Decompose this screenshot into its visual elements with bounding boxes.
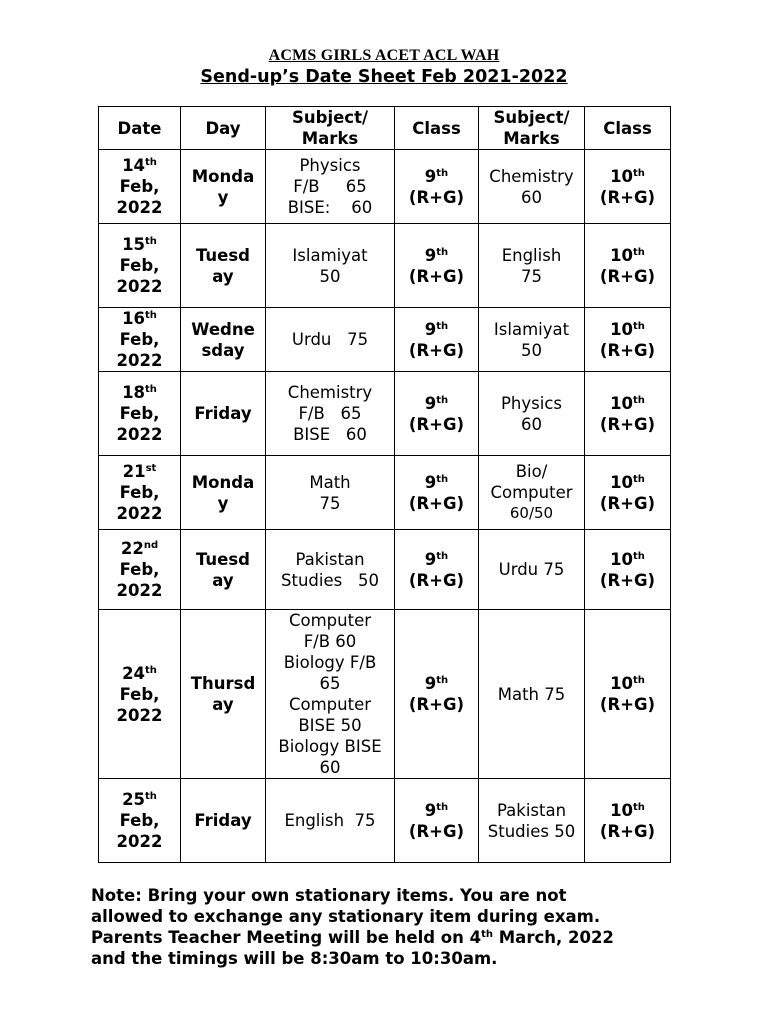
subject-line: 60 <box>319 758 341 777</box>
note-line: allowed to exchange any stationary item during exam. <box>91 907 601 926</box>
date-day-number: 24 <box>122 663 146 683</box>
date-day-number: 21 <box>122 462 146 481</box>
day-name-line: Friday <box>194 404 252 423</box>
date-year: 2022 <box>116 504 163 523</box>
subject-cell-10th <box>479 456 585 530</box>
date-sheet-table <box>98 106 671 863</box>
date-cell <box>99 308 181 372</box>
day-name-line: y <box>217 493 229 513</box>
table-header-row <box>99 107 671 150</box>
date-day-number: 15 <box>122 235 146 254</box>
date-year: 2022 <box>116 705 163 725</box>
header-marks-label: Marks <box>503 129 560 148</box>
date-year: 2022 <box>116 277 163 296</box>
class-cell-9th <box>395 308 479 372</box>
class-cell-10th <box>585 308 671 372</box>
note-line: Note: Bring your own stationary items. You are not <box>91 886 567 905</box>
subject-line: English 75 <box>284 811 376 830</box>
date-month: Feb, <box>119 256 160 275</box>
date-day-line <box>102 663 177 684</box>
day-cell <box>181 530 266 610</box>
date-month: Feb, <box>119 330 160 349</box>
class-grade-line <box>588 472 667 493</box>
class-ordinal-suffix: th <box>633 320 645 332</box>
subject-line: Math <box>309 472 351 492</box>
date-ordinal-suffix: th <box>145 384 157 395</box>
class-cell-9th <box>395 610 479 779</box>
class-grade-line <box>588 319 667 340</box>
subject-line: Computer <box>288 695 372 714</box>
subject-line: Physics <box>299 156 361 175</box>
subject-line: 75 <box>521 266 542 286</box>
class-ordinal-suffix: th <box>633 167 645 179</box>
date-month: Feb, <box>119 177 160 196</box>
subject-line: Physics <box>500 393 563 413</box>
date-month: Feb, <box>119 684 160 704</box>
subject-line: 75 <box>319 493 341 513</box>
class-ordinal-suffix: th <box>436 246 449 258</box>
class-grade-line <box>588 673 667 694</box>
class-grade-number: 10 <box>610 393 634 413</box>
class-cell-9th <box>395 372 479 456</box>
day-name-line: Wedne <box>191 319 255 339</box>
subject-line: Computer <box>490 483 573 502</box>
header-subject-label: Subject/ <box>292 108 368 127</box>
date-year: 2022 <box>116 832 163 851</box>
subject-cell-10th <box>479 610 585 779</box>
subject-cell-9th <box>266 610 395 779</box>
class-cell-10th <box>585 779 671 863</box>
class-group: (R+G) <box>599 266 656 286</box>
note-line <box>91 927 691 948</box>
header-date: Date <box>99 107 181 150</box>
date-ordinal-suffix: st <box>145 463 157 474</box>
date-cell <box>99 456 181 530</box>
subject-cell-10th <box>479 779 585 863</box>
class-group: (R+G) <box>408 493 465 513</box>
header-subject-label: Subject/ <box>493 108 570 127</box>
class-group: (R+G) <box>408 695 465 714</box>
date-cell <box>99 150 181 224</box>
class-group: (R+G) <box>408 340 465 360</box>
class-ordinal-suffix: th <box>633 394 645 406</box>
subject-line: Studies 50 <box>281 570 379 590</box>
day-name-line: ay <box>212 266 234 286</box>
class-grade-line <box>398 673 475 694</box>
day-cell <box>181 224 266 308</box>
class-grade-line <box>398 800 475 821</box>
table-row <box>99 610 671 779</box>
date-ordinal-suffix: th <box>145 664 157 676</box>
date-cell <box>99 610 181 779</box>
class-cell-9th <box>395 224 479 308</box>
class-grade-number: 10 <box>610 319 634 339</box>
day-cell <box>181 150 266 224</box>
table-body <box>99 150 671 863</box>
class-cell-10th <box>585 610 671 779</box>
class-grade-line <box>398 549 475 570</box>
class-grade-number: 9 <box>424 166 437 186</box>
class-group: (R+G) <box>599 821 656 841</box>
class-grade-number: 10 <box>610 674 634 693</box>
class-cell-10th <box>585 530 671 610</box>
class-group: (R+G) <box>599 340 656 360</box>
header-class-9: Class <box>395 107 479 150</box>
subject-line: 60 <box>521 414 542 434</box>
class-ordinal-suffix: th <box>436 473 449 485</box>
subject-line: Studies 50 <box>487 821 576 841</box>
date-cell <box>99 530 181 610</box>
subject-cell-9th <box>266 372 395 456</box>
date-month: Feb, <box>119 811 160 830</box>
date-day-line <box>102 382 177 403</box>
class-grade-number: 9 <box>424 549 437 569</box>
class-grade-line <box>398 472 475 493</box>
class-cell-9th <box>395 530 479 610</box>
date-month: Feb, <box>119 560 160 579</box>
subject-cell-10th <box>479 150 585 224</box>
table-row <box>99 150 671 224</box>
subject-cell-9th <box>266 456 395 530</box>
subject-cell-10th <box>479 530 585 610</box>
day-name-line: y <box>217 187 229 207</box>
date-day-number: 18 <box>122 383 146 402</box>
class-ordinal-suffix: th <box>633 473 645 485</box>
header-subject-marks-10 <box>479 107 585 150</box>
subject-line: 50 <box>521 340 542 360</box>
header-marks-label: Marks <box>301 129 359 148</box>
class-group: (R+G) <box>599 187 656 207</box>
class-grade-number: 10 <box>610 549 634 569</box>
subject-line: F/B 60 <box>303 632 357 651</box>
day-cell <box>181 308 266 372</box>
subject-line: F/B 65 <box>298 404 362 423</box>
date-ordinal-suffix: nd <box>143 540 159 551</box>
subject-line: Biology F/B <box>283 653 377 672</box>
class-group: (R+G) <box>599 570 656 590</box>
class-grade-line <box>588 393 667 414</box>
subject-cell-10th <box>479 224 585 308</box>
class-group: (R+G) <box>599 414 656 434</box>
date-day-line <box>102 308 177 329</box>
subject-line: F/B 65 <box>293 177 367 196</box>
table-row <box>99 224 671 308</box>
class-grade-line <box>398 166 475 187</box>
class-grade-line <box>588 549 667 570</box>
day-name-line: Tuesd <box>195 549 250 569</box>
subject-line: Chemistry <box>489 166 574 186</box>
subject-line: 60/50 <box>509 504 554 522</box>
class-ordinal-suffix: th <box>436 320 449 332</box>
table-row <box>99 308 671 372</box>
class-grade-number: 10 <box>610 245 634 265</box>
day-cell <box>181 372 266 456</box>
day-name-line: ay <box>212 570 234 590</box>
class-group: (R+G) <box>408 414 465 434</box>
class-ordinal-suffix: th <box>436 550 449 562</box>
day-name-line: Tuesd <box>195 245 250 265</box>
day-name-line: Monda <box>191 472 255 492</box>
subject-line: Islamiyat <box>493 319 570 339</box>
day-cell <box>181 610 266 779</box>
date-day-number: 25 <box>122 790 146 809</box>
date-ordinal-suffix: th <box>145 157 157 168</box>
subject-line: English <box>501 245 562 265</box>
class-ordinal-suffix: th <box>436 167 449 179</box>
class-grade-line <box>588 166 667 187</box>
day-name-line: ay <box>212 695 234 714</box>
class-ordinal-suffix: th <box>633 550 645 562</box>
header-subject-marks-9 <box>266 107 395 150</box>
subject-line: 65 <box>319 674 341 693</box>
class-ordinal-suffix: th <box>436 801 449 813</box>
date-year: 2022 <box>116 425 163 444</box>
subject-line: BISE 50 <box>298 716 362 735</box>
note-ordinal-suffix: th <box>481 929 494 940</box>
page-title: Send-up’s Date Sheet Feb 2021-2022 <box>200 67 568 87</box>
class-ordinal-suffix: th <box>633 246 645 258</box>
day-name-line: Thursd <box>190 674 256 693</box>
table-row <box>99 372 671 456</box>
class-grade-number: 9 <box>424 800 437 820</box>
class-cell-10th <box>585 150 671 224</box>
class-group: (R+G) <box>599 493 656 513</box>
subject-line: 60 <box>521 187 542 207</box>
date-day-line <box>102 789 177 810</box>
day-name-line: sday <box>201 340 245 360</box>
subject-line: Urdu 75 <box>498 560 565 579</box>
date-ordinal-suffix: th <box>145 236 157 247</box>
subject-cell-9th <box>266 150 395 224</box>
date-month: Feb, <box>119 483 160 502</box>
class-ordinal-suffix: th <box>436 394 449 406</box>
class-cell-10th <box>585 456 671 530</box>
date-ordinal-suffix: th <box>145 310 157 321</box>
date-day-line <box>102 461 177 482</box>
class-cell-9th <box>395 779 479 863</box>
date-year: 2022 <box>116 198 163 217</box>
class-cell-10th <box>585 224 671 308</box>
class-grade-line <box>588 800 667 821</box>
table-row <box>99 530 671 610</box>
day-name-line: Monda <box>191 166 255 186</box>
header-day: Day <box>181 107 266 150</box>
subject-cell-10th <box>479 308 585 372</box>
subject-line: Math 75 <box>497 684 566 704</box>
date-day-line <box>102 538 177 559</box>
date-day-number: 22 <box>120 539 144 558</box>
note-line-text: March, 2022 <box>493 928 614 947</box>
class-grade-number: 10 <box>610 472 634 492</box>
class-grade-number: 9 <box>424 245 437 265</box>
subject-line: BISE 60 <box>293 425 367 444</box>
class-cell-9th <box>395 456 479 530</box>
class-cell-9th <box>395 150 479 224</box>
class-grade-number: 9 <box>424 674 437 693</box>
note-line: and the timings will be 8:30am to 10:30am. <box>91 949 498 968</box>
date-cell <box>99 224 181 308</box>
school-name: ACMS GIRLS ACET ACL WAH <box>268 47 500 64</box>
date-ordinal-suffix: th <box>145 791 157 802</box>
subject-cell-9th <box>266 779 395 863</box>
subject-line: Bio/ <box>515 462 548 481</box>
class-group: (R+G) <box>408 187 465 207</box>
class-cell-10th <box>585 372 671 456</box>
class-grade-number: 9 <box>424 319 437 339</box>
class-grade-line <box>398 245 475 266</box>
subject-line: Urdu 75 <box>291 330 369 349</box>
date-cell <box>99 779 181 863</box>
subject-line: Biology BISE <box>278 737 382 756</box>
subject-cell-9th <box>266 308 395 372</box>
class-grade-number: 9 <box>424 393 437 413</box>
date-year: 2022 <box>116 581 163 600</box>
day-cell <box>181 456 266 530</box>
date-day-line <box>102 234 177 255</box>
date-day-line <box>102 155 177 176</box>
subject-line: Islamiyat <box>292 245 368 265</box>
date-day-number: 14 <box>122 156 146 175</box>
subject-line: 50 <box>319 266 341 286</box>
class-grade-line <box>398 393 475 414</box>
note-text <box>91 885 691 969</box>
subject-line: BISE: 60 <box>287 198 373 217</box>
class-ordinal-suffix: th <box>633 675 645 686</box>
subject-cell-9th <box>266 530 395 610</box>
day-cell <box>181 779 266 863</box>
date-month: Feb, <box>119 404 160 423</box>
subject-line: Chemistry <box>287 383 373 402</box>
class-ordinal-suffix: th <box>436 675 449 686</box>
header-class-10: Class <box>585 107 671 150</box>
subject-line: Pakistan <box>496 800 567 820</box>
class-grade-line <box>398 319 475 340</box>
class-grade-number: 9 <box>424 472 437 492</box>
class-group: (R+G) <box>599 695 656 714</box>
class-grade-line <box>588 245 667 266</box>
date-day-number: 16 <box>122 309 146 328</box>
class-grade-number: 10 <box>610 166 634 186</box>
class-ordinal-suffix: th <box>633 801 645 813</box>
date-cell <box>99 372 181 456</box>
class-group: (R+G) <box>408 821 465 841</box>
class-group: (R+G) <box>408 266 465 286</box>
note-line-text: Parents Teacher Meeting will be held on 4 <box>91 928 482 947</box>
subject-cell-9th <box>266 224 395 308</box>
date-year: 2022 <box>116 351 163 370</box>
subject-cell-10th <box>479 372 585 456</box>
subject-line: Computer <box>288 611 372 630</box>
class-grade-number: 10 <box>610 800 634 820</box>
table-row <box>99 456 671 530</box>
table-row <box>99 779 671 863</box>
class-group: (R+G) <box>408 570 465 590</box>
day-name-line: Friday <box>194 811 252 830</box>
subject-line: Pakistan <box>295 549 365 569</box>
